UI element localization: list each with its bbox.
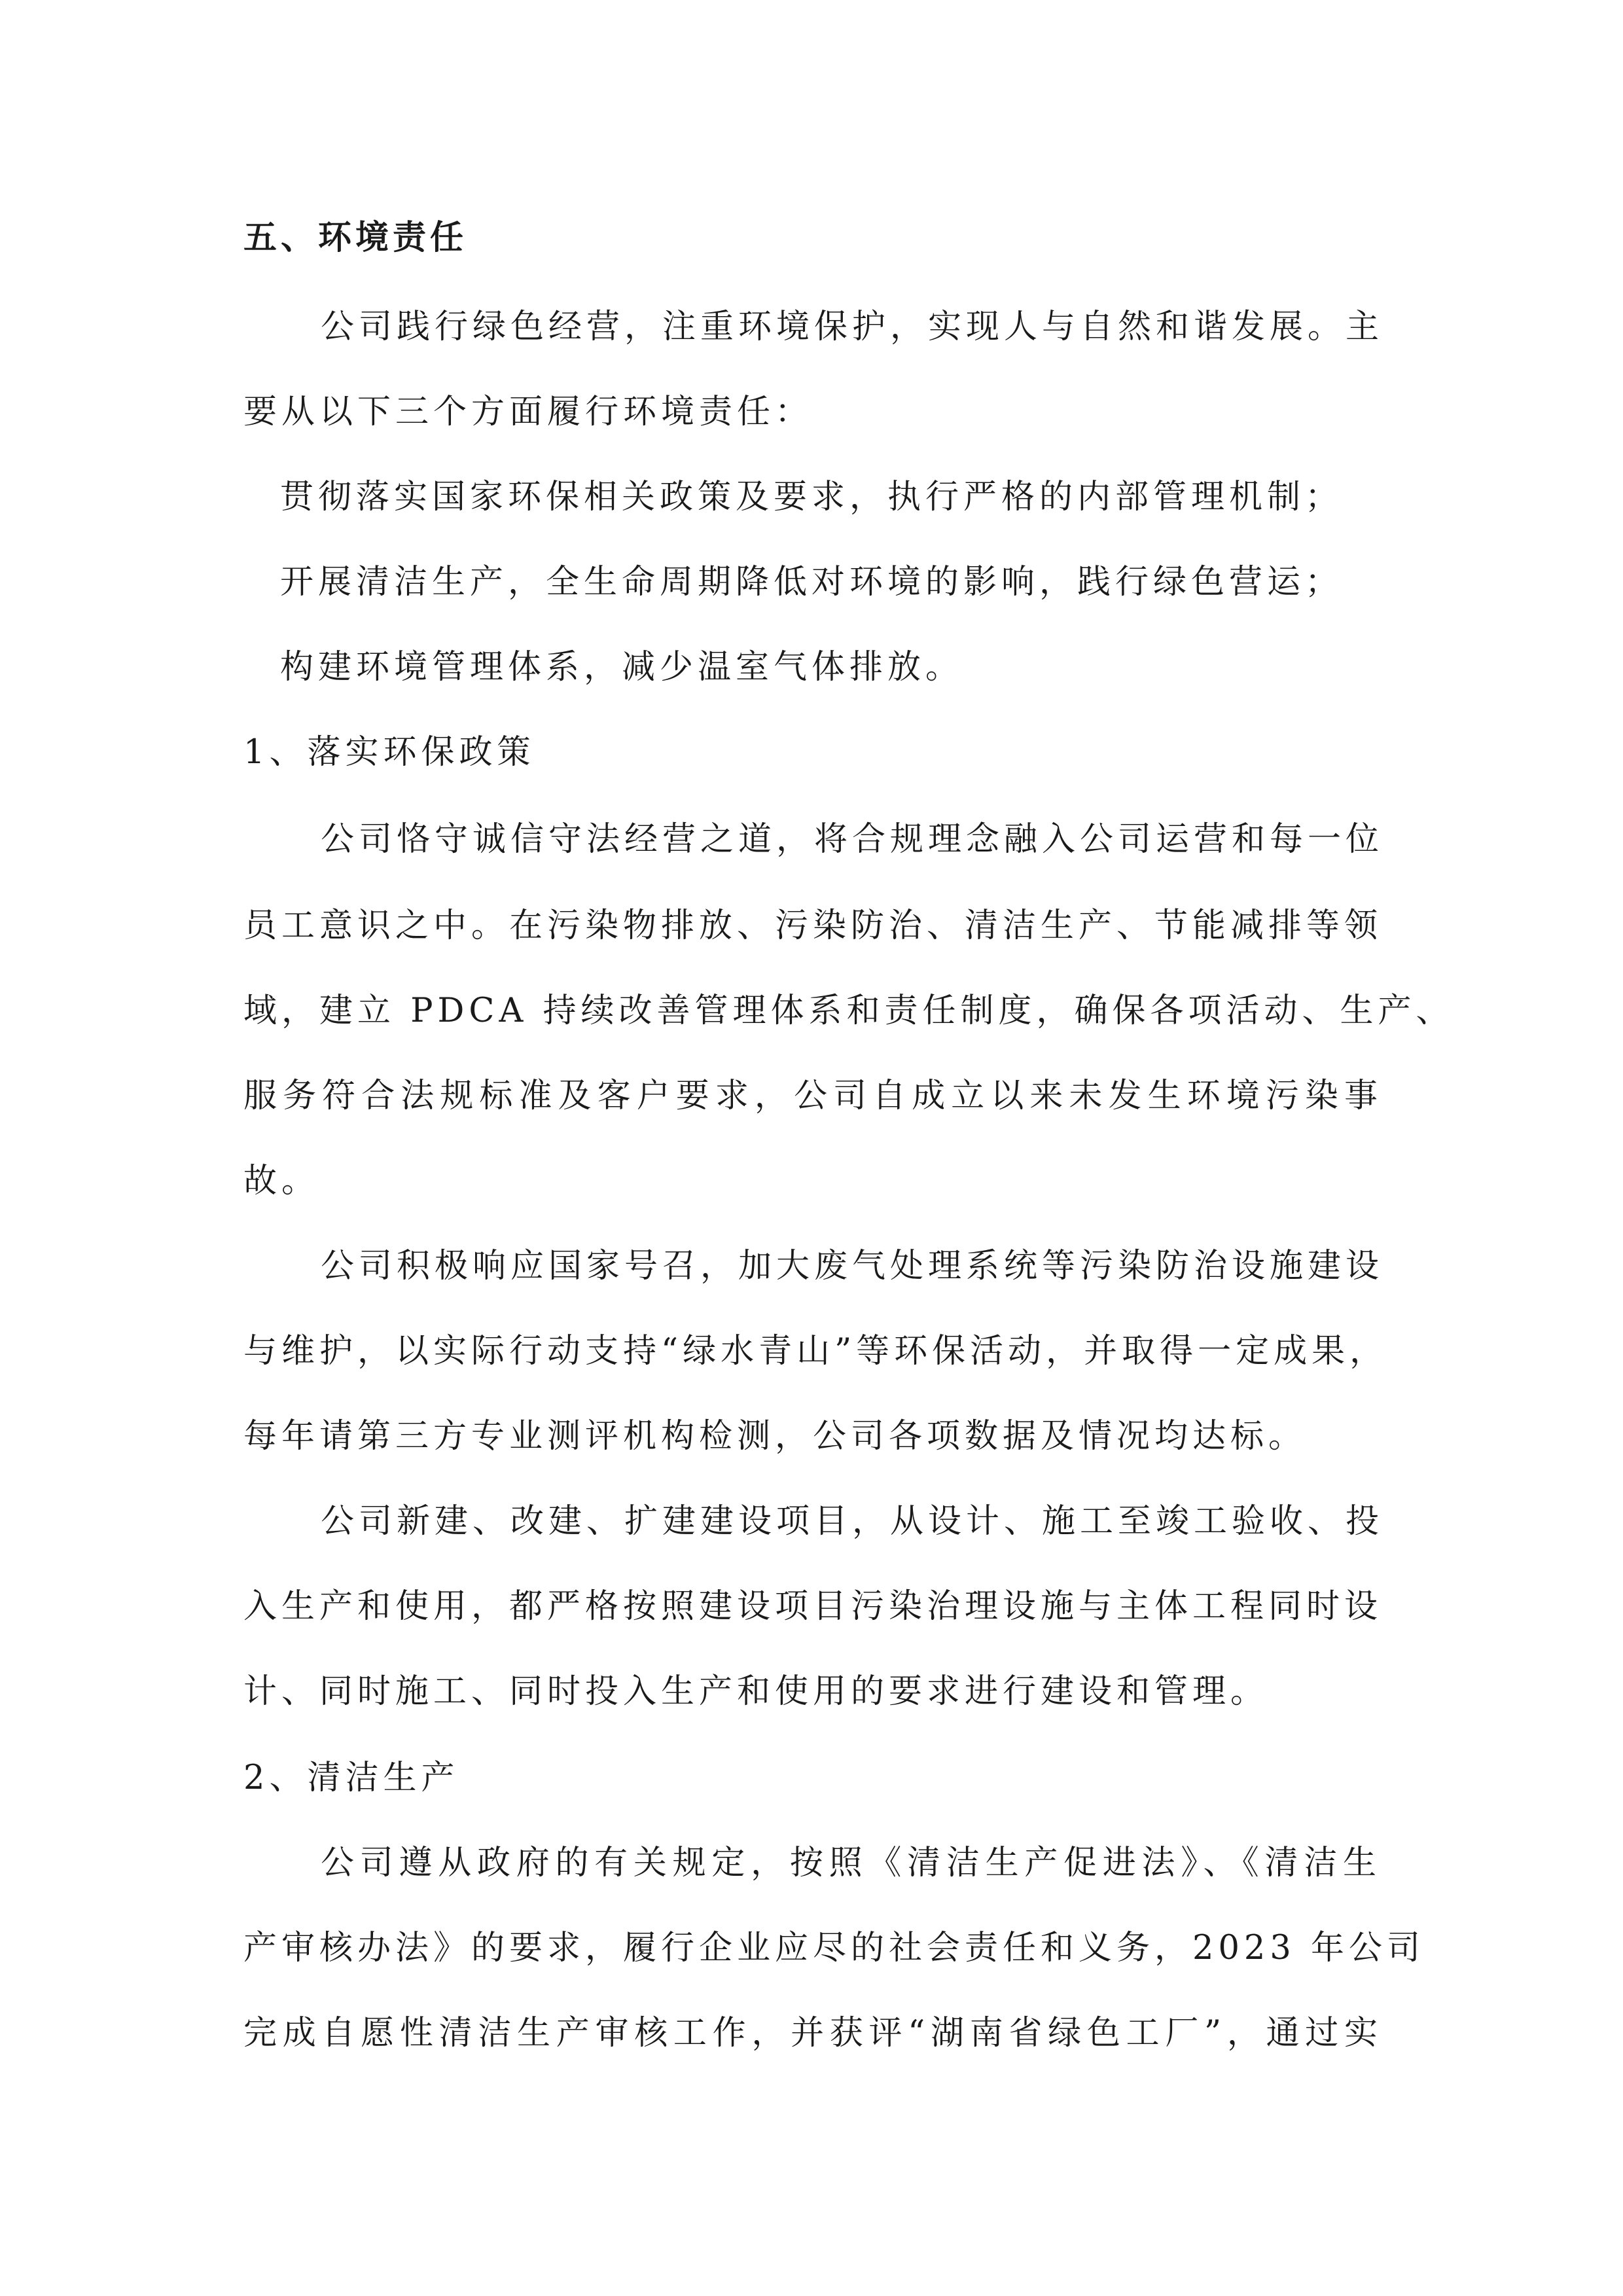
s1-p1-line-3: 域，建立 PDCA 持续改善管理体系和责任制度，确保各项活动、生产、 <box>243 992 1454 1030</box>
s1-p2-line-2: 与维护，以实际行动支持“绿水青山”等环保活动，并取得一定成果， <box>243 1332 1388 1371</box>
s1-p1-line-4: 服务符合法规标准及客户要求，公司自成立以来未发生环境污染事 <box>243 1077 1382 1115</box>
s1-p2-line-3: 每年请第三方专业测评机构检测，公司各项数据及情况均达标。 <box>243 1417 1307 1456</box>
section-title: 五、环境责任 <box>243 218 468 257</box>
s2-p1-line-1: 公司遵从政府的有关规定，按照《清洁生产促进法》、《清洁生 <box>321 1844 1381 1882</box>
s1-p2-line-1: 公司积极响应国家号召，加大废气处理系统等污染防治设施建设 <box>321 1247 1384 1285</box>
bullet-2: 开展清洁生产，全生命周期降低对环境的影响，践行绿色营运； <box>280 563 1344 601</box>
s1-p3-line-3: 计、同时施工、同时投入生产和使用的要求进行建设和管理。 <box>243 1672 1269 1711</box>
s2-p1-line-3: 完成自愿性清洁生产审核工作，并获评“湖南省绿色工厂”，通过实 <box>243 2014 1382 2053</box>
subsection1-title: 1、落实环保政策 <box>243 733 535 772</box>
s1-p1-line-1: 公司恪守诚信守法经营之道，将合规理念融入公司运营和每一位 <box>321 820 1384 859</box>
s1-p3-line-1: 公司新建、改建、扩建建设项目，从设计、施工至竣工验收、投 <box>321 1502 1384 1541</box>
bullet-3: 构建环境管理体系，减少温室气体排放。 <box>280 648 964 687</box>
intro-line-1: 公司践行绿色经营，注重环境保护，实现人与自然和谐发展。主 <box>321 308 1384 346</box>
s1-p3-line-2: 入生产和使用，都严格按照建设项目污染治理设施与主体工程同时设 <box>243 1587 1383 1626</box>
subsection2-title: 2、清洁生产 <box>243 1759 459 1797</box>
s1-p1-line-2: 员工意识之中。在污染物排放、污染防治、清洁生产、节能减排等领 <box>243 906 1383 945</box>
s2-p1-line-2: 产审核办法》的要求，履行企业应尽的社会责任和义务，2023 年公司 <box>243 1929 1425 1967</box>
intro-line-2: 要从以下三个方面履行环境责任： <box>243 393 813 431</box>
s1-p1-line-5: 故。 <box>243 1162 320 1200</box>
bullet-1: 贯彻落实国家环保相关政策及要求，执行严格的内部管理机制； <box>280 478 1344 516</box>
